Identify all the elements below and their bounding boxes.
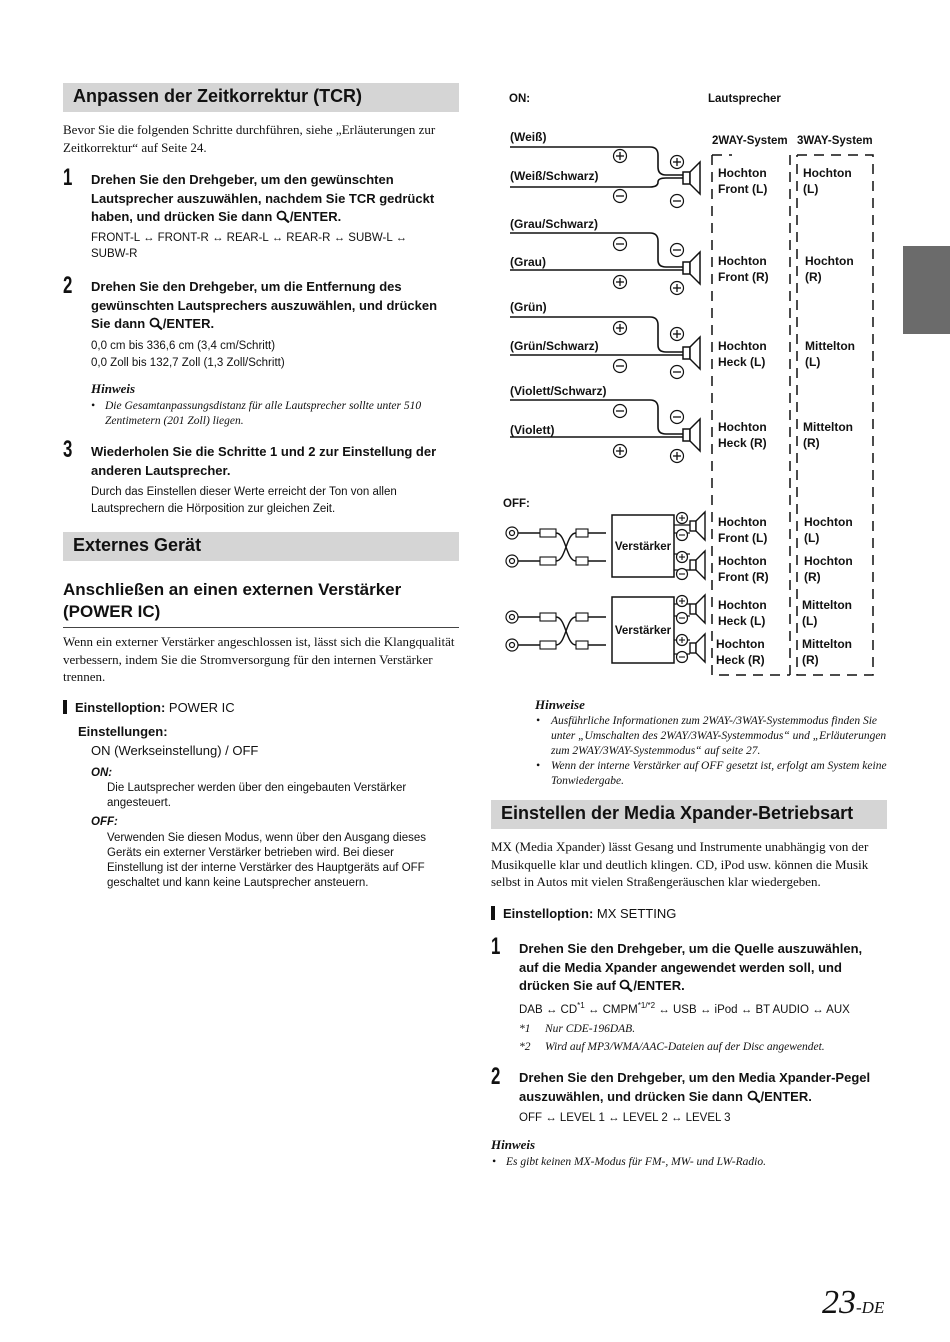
tcr-hint-title: Hinweis [91,381,136,396]
mx-step-2-post: , um den Media Xpander-Pegel auszuwählen, und drücken Sie dann [519,1070,871,1104]
speaker-label-line: (R) [804,570,821,584]
speaker-icon [683,337,700,369]
wire-label: (Violett/Schwarz) [510,384,607,398]
tcr-step-2-bold: Drehgeber [189,279,254,294]
diagram-note-text: Wenn der interne Verstärker auf OFF gesetzt ist, erfolgt am System keine Tonwiedergabe. [551,760,887,787]
mx-footnote-2-text: Wird auf MP3/WMA/AAC-Dateien auf der Disc angewendet. [545,1041,825,1053]
mx-level-sequence: OFF ↔ LEVEL 1 ↔ LEVEL 2 ↔ LEVEL 3 [519,1112,731,1124]
speaker-label-2way [718,338,767,370]
speaker-label-2way [718,253,769,285]
speaker-icon [690,595,705,623]
mx-option-value: MX SETTING [593,906,677,921]
mx-step-2-enter: /ENTER. [760,1088,812,1104]
tcr-step-1-text [91,171,451,227]
speaker-label-line: Front (R) [718,570,769,584]
mx-step-1-enter: /ENTER. [633,978,685,993]
speaker-label-line: (L) [803,182,819,196]
speaker-label-line: Front (L) [718,182,768,196]
mx-seq-part: DAB ↔ CD [519,1003,578,1016]
mx-step-1-bold: Drehgeber [617,941,682,956]
mx-seq-part: ↔ USB ↔ iPod ↔ BT AUDIO ↔ AUX [655,1003,850,1016]
mx-step-1-pre: Drehen Sie den [519,941,618,956]
ext-option-value: POWER IC [165,700,235,715]
tcr-step-3-number: 3 [63,436,73,463]
mx-source-sequence [519,998,850,1018]
speaker-icon [683,252,700,284]
magnifier-icon [619,979,633,992]
diagram-notes-title: Hinweise [535,697,585,712]
speaker-icon [690,551,705,579]
speaker-icon [683,419,700,451]
ext-intro: Wenn ein externer Verstärker angeschlossen ist, lässt sich die Klangqualität verbessern, indem Sie die Stromversorgung für den internen Verstärker trennen. [63,634,455,684]
tcr-heading-text: Anpassen der Zeitkorrektur (TCR) [73,86,363,106]
speaker-label-line: Mittelton [802,637,852,651]
tcr-heading [63,83,459,112]
tcr-step-2-range-inch: 0,0 Zoll bis 132,7 Zoll (1,3 Zoll/Schritt) [91,357,285,369]
speaker-label-line: (L) [805,355,821,369]
speaker-label-2way [718,165,767,197]
ext-subheading: Anschließen an einen externen Verstärker (POWER IC) [63,579,459,628]
off-speaker-label-3way [802,597,852,629]
page-number-value: 23 [822,1284,856,1321]
mx-step-2-bold: Drehgeber [617,1070,682,1085]
tcr-step-1-enter: /ENTER. [289,209,342,224]
ext-settings-label: Einstellungen: [78,724,168,739]
tcr-step-2-post: , um die Entfernung des gewünschten Lautsprechers auszuwählen, und drücken Sie dann [91,279,438,331]
tcr-step-2-enter: /ENTER. [162,316,215,331]
speaker-label-line: (L) [802,614,818,628]
speaker-label-3way [805,338,855,370]
diagram-speaker-header: Lautsprecher [708,93,781,105]
ext-on-label: ON: [91,767,113,779]
mx-intro: MX (Media Xpander) lässt Gesang und Instrumente unabhängig von der Musikquelle klar und deutlich klingen. CD, iPod usw. können die Musik selbst in Autos mit vielen Straßengeräuschen klar wiedergeben. [491,839,869,889]
ext-option-label: Einstelloption: [75,700,166,715]
speaker-label-2way [718,419,767,451]
speaker-label-line: Hochton [716,637,765,651]
mx-step-2-pre: Drehen Sie den [519,1070,618,1085]
speaker-label-line: Heck (R) [716,653,765,667]
tcr-intro: Bevor Sie die folgenden Schritte durchführen, siehe „Erläuterungen zur Zeitkorrektur“ auf Seite 24. [63,122,436,155]
mx-seq-footnote-mark: *1/*2 [637,1001,656,1010]
tcr-step-2-text [91,278,456,334]
amplifier-label: Verstärker [614,541,672,553]
mx-step-1-text [519,940,884,996]
bullet-icon: • [536,760,541,772]
ext-heading-text: Externes Gerät [73,535,202,555]
tcr-step-1-bold: Drehgeber [189,172,254,187]
speaker-label-line: Hochton [805,254,854,268]
tcr-step-1-sequence: FRONT-L ↔ FRONT-R ↔ REAR-L ↔ REAR-R ↔ SUBW-L ↔ SUBW-R [91,232,408,260]
mx-footnote-2-mark: *2 [519,1041,531,1053]
speaker-label-line: (R) [805,270,822,284]
tcr-step-2-number: 2 [63,272,73,299]
mx-seq-footnote-mark: *1 [577,1001,585,1010]
mx-step-1-number: 1 [491,933,501,960]
speaker-label-line: (R) [803,436,820,450]
speaker-label-line: Hochton [718,515,767,529]
speaker-label-line: Heck (L) [718,355,766,369]
speaker-label-line: (L) [804,531,820,545]
tcr-step-2-range-cm: 0,0 cm bis 336,6 cm (3,4 cm/Schritt) [91,340,276,352]
mx-step-1-post: , um die Quelle auszuwählen, auf die Media Xpander angewendet werden soll, und drücken Sie auf [519,941,863,993]
tcr-step-1-pre: Drehen Sie den [91,172,190,187]
option-marker [63,700,67,714]
mx-hint-title: Hinweis [491,1137,536,1152]
bullet-icon: • [536,715,541,727]
speaker-icon [690,512,705,540]
speaker-label-line: Front (L) [718,531,768,545]
mx-option-label: Einstelloption: [503,906,594,921]
bullet-icon: • [492,1156,497,1168]
mx-option-line [491,906,676,921]
mx-footnote-1-text: Nur CDE-196DAB. [545,1023,636,1035]
ext-heading [63,532,459,561]
diagram-off-label: OFF: [503,498,530,510]
amplifier-label: Verstärker [614,625,672,637]
speaker-label-3way [803,419,853,451]
diagram-note-item [536,759,888,789]
speaker-label-line: Mittelton [803,420,853,434]
off-speaker-label-2way [718,553,769,585]
speaker-label-line: Hochton [804,515,853,529]
mx-step-2-number: 2 [491,1063,501,1090]
option-marker [491,906,495,920]
speaker-label-line: Hochton [718,554,767,568]
diagram-3way-header: 3WAY-System [797,135,873,147]
mx-step-2-text [519,1069,894,1106]
off-speaker-label-2way [718,514,767,546]
speaker-label-line: Front (R) [718,270,769,284]
wire-label: (Weiß) [510,130,547,144]
ext-option-line [63,700,235,715]
wire-label: (Weiß/Schwarz) [510,169,599,183]
off-speaker-label-2way [716,636,765,668]
page-number-suffix: -DE [856,1298,885,1317]
off-speaker-label-3way [804,514,853,546]
diagram-note-text: Ausführliche Informationen zum 2WAY-/3WAY-Systemmodus finden Sie unter „Umschalten des 2WAY/3WAY-Systemmodus“ und „Erläuterungen zum 2WAY/3WAY-Systemmodus“ auf seite 27. [551,715,887,757]
tcr-step-3-sub: Durch das Einstellen dieser Werte erreicht der Ton von allen Lautsprechern die Hörposition zur gleichen Zeit. [91,486,397,515]
ext-off-text: Verwenden Sie diesen Modus, wenn über den Ausgang dieses Geräts ein externer Verstärker betrieben wird. Bei dieser Einstellung ist der interne Verstärker des Hauptgeräts auf OFF geschaltet und kann keine Lautsprecher ansteuern. [107,832,427,889]
speaker-icon [690,634,705,662]
bullet-icon: • [91,400,96,412]
mx-heading [491,800,887,829]
wire-label: (Grün) [510,300,547,314]
ext-on-text: Die Lautsprecher werden über den eingebauten Verstärker angesteuert. [107,782,407,809]
wire-label: (Grau) [510,255,546,269]
speaker-label-line: Hochton [803,166,852,180]
wire-label: (Violett) [510,423,555,437]
speaker-label-line: Hochton [804,554,853,568]
tcr-step-1-number: 1 [63,164,73,191]
wire-label: (Grau/Schwarz) [510,217,599,231]
mx-hint-text: Es gibt keinen MX-Modus für FM-, MW- und LW-Radio. [506,1156,766,1168]
speaker-label-line: Heck (L) [718,614,766,628]
speaker-label-line: Hochton [718,598,767,612]
magnifier-icon [747,1090,761,1103]
off-speaker-label-2way [718,597,767,629]
mx-hint-item [492,1155,882,1170]
tcr-hint-text: Die Gesamtanpassungsdistanz für alle Lautsprecher sollte unter 510 Zentimetern (201 Zoll) liegen. [105,400,422,427]
tcr-step-2-pre: Drehen Sie den [91,279,190,294]
magnifier-icon [149,317,163,330]
speaker-label-line: Mittelton [802,598,852,612]
speaker-label-line: Hochton [718,420,767,434]
tcr-step-1-post: , um den gewünschten Lautsprecher auszuwählen, nachdem Sie TCR gedrückt haben, und drücken Sie dann [91,172,435,224]
page-number [822,1284,884,1322]
mx-seq-part: ↔ CMPM [584,1003,638,1016]
speaker-label-line: Mittelton [805,339,855,353]
speaker-label-line: (R) [802,653,819,667]
speaker-label-3way [803,165,852,197]
chapter-tab [903,246,950,334]
wire-label: (Grün/Schwarz) [510,339,599,353]
speaker-icon [683,162,700,194]
off-speaker-label-3way [804,553,853,585]
speaker-label-3way [805,253,854,285]
ext-settings-value: ON (Werkseinstellung) / OFF [91,743,259,758]
magnifier-icon [276,210,290,223]
tcr-step-3-text: Wiederholen Sie die Schritte 1 und 2 zur Einstellung der anderen Lautsprecher. [91,444,437,478]
speaker-label-line: Hochton [718,166,767,180]
mx-heading-text: Einstellen der Media Xpander-Betriebsart [501,803,854,823]
ext-off-label: OFF: [91,816,118,828]
mx-footnote-1-mark: *1 [519,1023,531,1035]
diagram-on-label: ON: [509,93,531,105]
speaker-label-line: Hochton [718,254,767,268]
diagram-note-item [536,714,888,759]
speaker-label-line: Heck (R) [718,436,767,450]
wiring-diagram [500,120,885,680]
diagram-2way-header: 2WAY-System [712,135,788,147]
tcr-hint-item [91,399,436,429]
off-speaker-label-3way [802,636,852,668]
speaker-label-line: Hochton [718,339,767,353]
